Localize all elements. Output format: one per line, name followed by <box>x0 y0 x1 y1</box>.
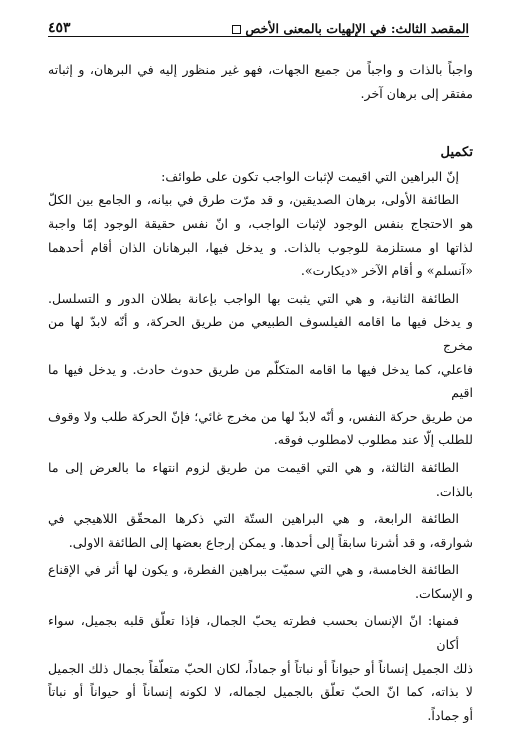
section-gap <box>48 105 473 141</box>
paragraph-line: الطائفة الرابعة، و هي البراهين الستّة التي ذكرها المحقّق اللاهيجي في <box>48 511 459 527</box>
intro-line: إنّ البراهين التي اقيمت لإثبات الواجب تكون على طوائف: <box>161 168 459 184</box>
paragraph-line: فمنها: انّ الإنسان بحسب فطرته يحبّ الجمال، فإذا تعلّق قلبه بجميل، سواء أكان <box>48 613 459 653</box>
section-heading: تكميل <box>440 145 473 161</box>
paragraph-line: واجباً بالذات و واجباً من جميع الجهات، فهو غير منظور إليه في البرهان، و إثباته <box>48 62 473 77</box>
paragraph-line: فاعلي، كما يدخل فيها ما اقامه المتكلّم من طريق حدوث حادث. و يدخل فيها ما اقيم <box>48 361 473 401</box>
paragraph-line: مفتقر إلى برهان آخر. <box>360 85 473 101</box>
paragraph-line: و الإسكات. <box>415 585 473 601</box>
paragraph-line: الطائفة الثانية، و هي التي يثبت بها الواجب بإعانة بطلان الدور و التسلسل. <box>48 290 459 306</box>
paragraph-line: هو الاحتجاج بنفس الوجود لإثبات الواجب، و انّ نفس حقيقة الوجود إمّا واجبة <box>48 215 473 231</box>
paragraph-line: لا بذاته، كما انّ الحبّ تعلّق بالجميل لجماله، لا لكونه إنساناً أو حيواناً أو نباتاً <box>48 684 473 700</box>
paragraph-line: الطائفة الثالثة، و هي التي اقيمت من طريق لزوم انتهاء ما بالعرض إلى ما <box>48 459 459 475</box>
paragraph-line: الطائفة الخامسة، و هي التي سميّت ببراهين الفطرة، و يكون لها أثر في الإقناع <box>48 562 459 578</box>
page-body <box>48 58 473 727</box>
header-title-text: المقصد الثالث: في الإلهيات بالمعنى الأخص <box>245 21 469 36</box>
header-title <box>228 21 469 36</box>
paragraph-line: شوارقه، و قد أشرنا سابقاً إلى أحدها. و يمكن إرجاع بعضها إلى الطائفة الاولى. <box>68 534 473 550</box>
paragraph-line: ذلك الجميل إنساناً أو حيواناً أو نباتاً أو جماداً، لكان الحبّ متعلّقاً بجمال ذلك الجميل <box>48 660 473 676</box>
paragraph-line: بالذات. <box>435 483 473 499</box>
page-number: ٤٥٣ <box>48 20 71 36</box>
paragraph-line: «آنسلم» و أقام الآخر «ديكارت». <box>300 263 473 279</box>
running-header <box>48 14 469 37</box>
square-ornament-icon <box>232 25 241 34</box>
paragraph-line: من طريق حركة النفس، و أنّه لابدّ لها من مخرج غائي؛ فإنّ الحركة طلب ولا وقوف <box>48 408 473 424</box>
paragraph-line: الطائفة الأولى، برهان الصديقين، و قد مرّت طرق في بيانه، و الجامع بين الكلّ <box>48 192 459 208</box>
paragraph-line: لذاتها او مستلزمة للوجوب بالذات. و يدخل فيها، البرهانان الذان أقام أحدهما <box>48 239 473 255</box>
paragraph-line: و يدخل فيها ما اقامه الفيلسوف الطبيعي من طريق الحركة، و أنّه لابدّ لها من مخرج <box>48 314 473 353</box>
paragraph-line: أو جماداً. <box>427 707 473 723</box>
paragraph-line: للطلب إلّا عند مطلوب لامطلوب فوقه. <box>273 432 473 448</box>
